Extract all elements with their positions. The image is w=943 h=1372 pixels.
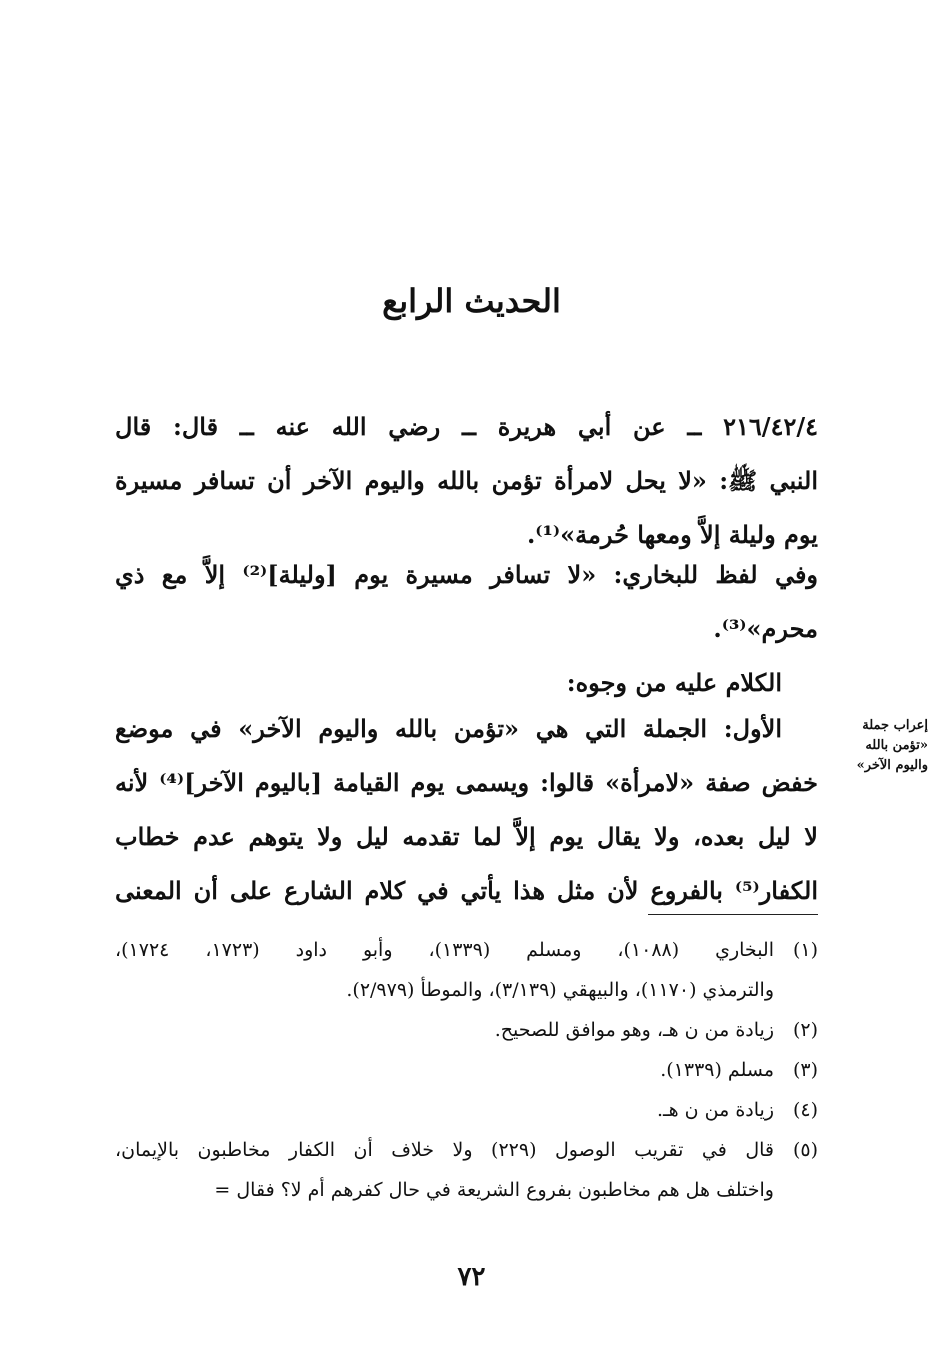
- footnote-number: (٥): [792, 1139, 818, 1161]
- footnote-number: (٢): [792, 1019, 818, 1041]
- first-aspect-line: الكفار⁽⁵⁾ بالفروع لأن مثل هذا يأتي في كلام الشارع على أن المعنى: [115, 876, 818, 905]
- hadith-text: [115, 400, 818, 562]
- footnotes: [115, 930, 818, 1210]
- margin-note-line: «تؤمن بالله: [865, 738, 928, 753]
- hadith-line: يوم وليلة إلاَّ ومعها حُرمة»⁽¹⁾.: [526, 520, 818, 549]
- footnote-divider: [648, 914, 818, 915]
- first-aspect-line: الأول: الجملة التي هي «تؤمن بالله واليوم الآخر» في موضع: [115, 714, 782, 743]
- footnote-item: [115, 1010, 818, 1050]
- hadith-line: ٢١٦/٤٢/٤ ــ عن أبي هريرة ــ رضي الله عنه ــ قال: قال: [115, 412, 818, 441]
- first-aspect: [115, 702, 818, 918]
- chapter-title: الحديث الرابع: [382, 282, 561, 320]
- footnote-text: واختلف هل هم مخاطبون بفروع الشريعة في حال كفرهم أم لا؟ فقال =: [214, 1179, 774, 1201]
- footnote-text: زيادة من ن هـ، وهو موافق للصحيح.: [494, 1019, 774, 1041]
- footnote-text: البخاري (١٠٨٨)، ومسلم (١٣٣٩)، وأبو داود (١٧٢٣، ١٧٢٤)،: [115, 939, 774, 961]
- footnote-text: قال في تقريب الوصول (٢٢٩) ولا خلاف أن الكفار مخاطبون بالإيمان،: [115, 1139, 774, 1161]
- footnote-item: [115, 1130, 818, 1210]
- hadith-line: النبي ﷺ: «لا يحل لامرأة تؤمن بالله واليوم الآخر أن تسافر مسيرة: [115, 466, 818, 495]
- first-aspect-line: خفض صفة «لامرأة» قالوا: ويسمى يوم القيامة [باليوم الآخر]⁽⁴⁾ لأنه: [115, 768, 818, 797]
- footnote-number: (٤): [792, 1099, 818, 1121]
- bukhari-variant: [115, 548, 818, 656]
- discussion-intro-text: الكلام عليه من وجوه:: [566, 668, 782, 697]
- footnote-item: [115, 1090, 818, 1130]
- footnote-text: مسلم (١٣٣٩).: [660, 1059, 774, 1081]
- margin-note-line: إعراب جملة: [862, 718, 928, 733]
- footnote-text: زيادة من ن هـ.: [656, 1099, 774, 1121]
- footnote-text: والترمذي (١١٧٠)، والبيهقي (٣/١٣٩)، والموطأ (٢/٩٧٩).: [346, 979, 774, 1001]
- margin-note: [830, 716, 928, 776]
- footnote-item: [115, 1050, 818, 1090]
- bukhari-line: وفي لفظ للبخاري: «لا تسافر مسيرة يوم [وليلة]⁽²⁾ إلاَّ مع ذي: [115, 560, 819, 589]
- first-aspect-line: لا ليل بعده، ولا يقال يوم إلاَّ لما تقدمه ليل ولا يتوهم عدم خطاب: [115, 822, 818, 851]
- margin-note-line: واليوم الآخر»: [856, 758, 928, 773]
- footnote-number: (٣): [792, 1059, 818, 1081]
- footnote-item: [115, 930, 818, 1010]
- bukhari-line: محرم»⁽³⁾.: [713, 614, 818, 643]
- footnote-number: (١): [792, 939, 818, 961]
- page-number: ٧٢: [457, 1262, 486, 1292]
